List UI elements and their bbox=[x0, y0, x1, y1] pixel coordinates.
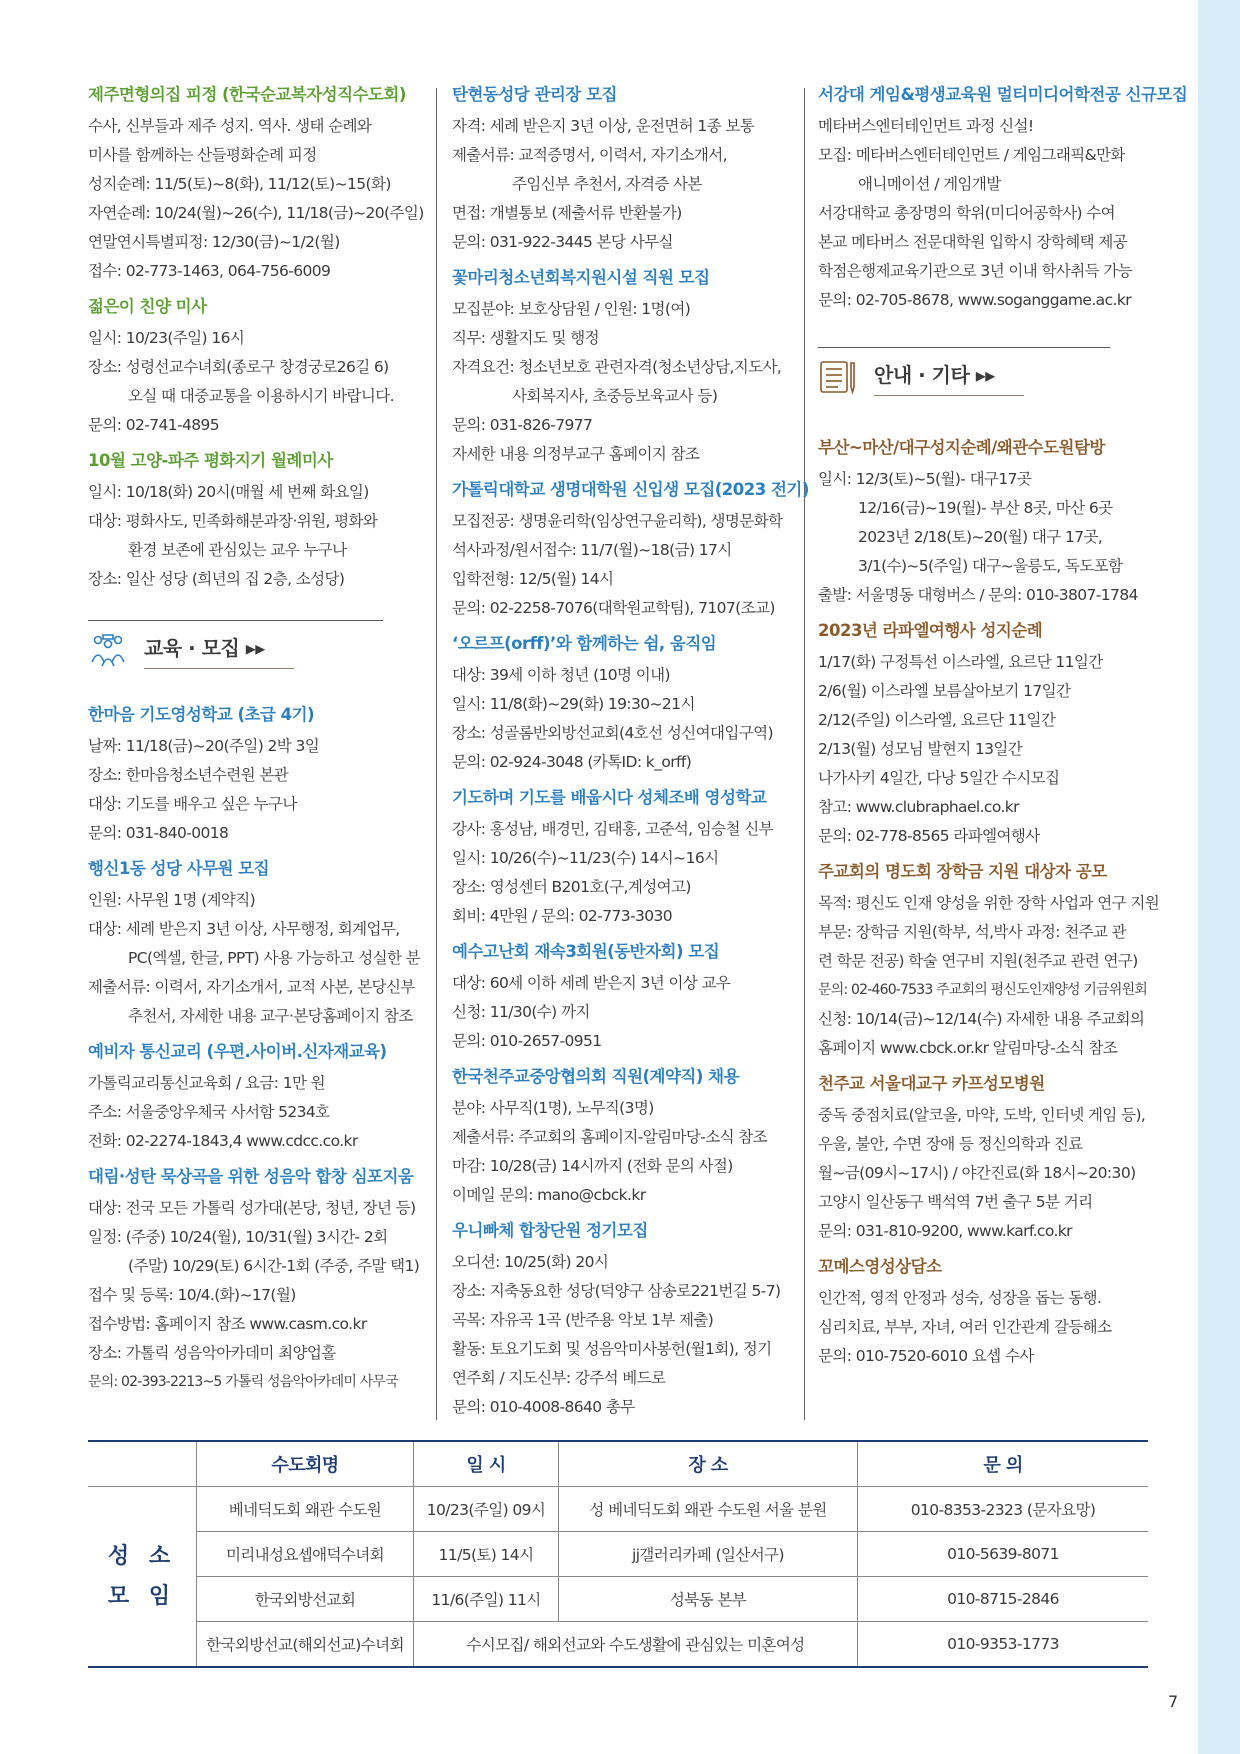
notice-line: 일시: 11/8(화)~29(화) 19:30~21시 bbox=[452, 695, 695, 713]
notice-line: 오디션: 10/25(화) 20시 bbox=[452, 1253, 609, 1271]
notice-title: 가톨릭대학교 생명대학원 신입생 모집(2023 전기) bbox=[452, 480, 809, 499]
notice-item bbox=[452, 1064, 792, 1210]
notice-title: 행신1동 성당 사무원 모집 bbox=[88, 859, 270, 878]
notice-line: 직무: 생활지도 및 행정 bbox=[452, 329, 599, 347]
notice-line: 장소: 지축동요한 성당(덕양구 삼송로221번길 5-7) bbox=[452, 1282, 781, 1300]
notice-line: 인원: 사무원 1명 (계약직) bbox=[88, 891, 256, 909]
notice-line: 학점은행제교육기관으로 3년 이내 학사취득 가능 bbox=[818, 262, 1133, 280]
notice-line: 참고: www.clubraphael.co.kr bbox=[818, 798, 1019, 816]
notice-line: 2/12(주일) 이스라엘, 요르단 11일간 bbox=[818, 711, 1056, 729]
notice-line: 문의: 02-741-4895 bbox=[88, 416, 220, 434]
notice-line: 접수: 02-773-1463, 064-756-6009 bbox=[88, 262, 331, 280]
table-cell: 한국외방선교(해외선교)수녀회 bbox=[197, 1622, 414, 1668]
notice-line: 연말연시특별피정: 12/30(금)~1/2(월) bbox=[88, 233, 340, 251]
side-color-strip bbox=[1198, 0, 1240, 1754]
notice-line: 일시: 10/26(수)~11/23(수) 14시~16시 bbox=[452, 849, 719, 867]
notice-line: 장소: 가톨릭 성음악아카데미 최양업홀 bbox=[88, 1344, 336, 1362]
vocation-meeting-table bbox=[88, 1440, 1148, 1668]
notice-item bbox=[818, 1254, 1163, 1371]
notice-line: 장소: 한마음청소년수련원 본관 bbox=[88, 766, 289, 784]
notice-line: 출발: 서울명동 대형버스 / 문의: 010-3807-1784 bbox=[818, 586, 1138, 604]
notice-title: 탄현동성당 관리장 모집 bbox=[452, 85, 617, 104]
table-cell: 010-5639-8071 bbox=[858, 1532, 1149, 1577]
notice-line: 홈페이지 www.cbck.or.kr 알림마당-소식 참조 bbox=[818, 1039, 1118, 1057]
notice-item bbox=[818, 435, 1163, 610]
column-left bbox=[88, 82, 423, 1405]
table-header-row bbox=[88, 1441, 1148, 1487]
category-top-rule bbox=[818, 347, 1110, 348]
notice-line: 모집분야: 보호상담원 / 인원: 1명(여) bbox=[452, 300, 691, 318]
notice-item bbox=[88, 82, 423, 286]
notice-item bbox=[818, 1071, 1163, 1246]
table-cell: 10/23(주일) 09시 bbox=[414, 1487, 559, 1532]
table-header-cell: 문 의 bbox=[858, 1441, 1149, 1487]
notice-line: 입학전형: 12/5(월) 14시 bbox=[452, 570, 614, 588]
notice-line: 문의: 031-922-3445 본당 사무실 bbox=[452, 233, 673, 251]
table-cell: 한국외방선교회 bbox=[197, 1577, 414, 1622]
notice-line: 전화: 02-2274-1843,4 www.cdcc.co.kr bbox=[88, 1132, 358, 1150]
notice-title: 서강대 게임&평생교육원 멀티미디어학전공 신규모집 bbox=[818, 85, 1188, 104]
notice-title: 꽃마리청소년회복지원시설 직원 모집 bbox=[452, 268, 710, 287]
notice-line: 모집: 메타버스엔터테인먼트 / 게임그래픽&만화 bbox=[818, 146, 1125, 164]
notice-title: ‘오르프(orff)’와 함께하는 쉼, 움직임 bbox=[452, 634, 717, 653]
notice-line: 회비: 4만원 / 문의: 02-773-3030 bbox=[452, 907, 673, 925]
notice-line: 환경 보존에 관심있는 교우 누구나 bbox=[128, 541, 347, 559]
notice-item bbox=[452, 265, 792, 469]
notice-line: 일시: 10/18(화) 20시(매월 세 번째 화요일) bbox=[88, 483, 369, 501]
notice-line: 2/6(월) 이스라엘 보름살아보기 17일간 bbox=[818, 682, 1071, 700]
notice-line: 대상: 세례 받은지 3년 이상, 사무행정, 회계업무, bbox=[88, 920, 400, 938]
notice-line: 고양시 일산동구 백석역 7번 출구 5분 거리 bbox=[818, 1193, 1093, 1211]
table-cell: 성북동 본부 bbox=[559, 1577, 858, 1622]
table-cell: 11/6(주일) 11시 bbox=[414, 1577, 559, 1622]
table-cell: 미리내성요셉애덕수녀회 bbox=[197, 1532, 414, 1577]
notice-line: 련 학문 전공) 학술 연구비 지원(천주교 관련 연구) bbox=[818, 952, 1138, 970]
notice-line: 수사, 신부들과 제주 성지. 역사. 생태 순례와 bbox=[88, 117, 372, 135]
notice-line: 제출서류: 주교회의 홈페이지-알림마당-소식 참조 bbox=[452, 1128, 768, 1146]
notice-title: 우니빠체 합창단원 정기모집 bbox=[452, 1221, 648, 1240]
notice-line: 문의: 02-2258-7076(대학원교학팀), 7107(조교) bbox=[452, 599, 775, 617]
table-cell: 베네딕도회 왜관 수도원 bbox=[197, 1487, 414, 1532]
notice-line: 12/16(금)~19(월)- 부산 8곳, 마산 6곳 bbox=[858, 499, 1113, 517]
column-right bbox=[818, 82, 1188, 1379]
table-header-cell: 수도회명 bbox=[197, 1441, 414, 1487]
notice-line: 목적: 평신도 인재 양성을 위한 장학 사업과 연구 지원 bbox=[818, 894, 1160, 912]
notice-line: 자세한 내용 의정부교구 홈페이지 참조 bbox=[452, 445, 700, 463]
notice-item bbox=[452, 82, 792, 257]
notice-line: 장소: 성령선교수녀회(종로구 창경궁로26길 6) bbox=[88, 358, 389, 376]
notice-line: 신청: 11/30(수) 까지 bbox=[452, 1003, 590, 1021]
notice-line: 문의: 02-778-8565 라파엘여행사 bbox=[818, 827, 1040, 845]
notice-line: 주소: 서울중앙우체국 사서함 5234호 bbox=[88, 1103, 330, 1121]
notice-line: 중독 중점치료(알코올, 마약, 도박, 인터넷 게임 등), bbox=[818, 1106, 1146, 1124]
notice-line: 2/13(월) 성모님 발현지 13일간 bbox=[818, 740, 1023, 758]
people-group-icon bbox=[88, 632, 128, 668]
notice-line: 대상: 기도를 배우고 싶은 누구나 bbox=[88, 795, 297, 813]
column-divider bbox=[436, 88, 437, 1420]
notice-item bbox=[818, 82, 1188, 315]
category-header bbox=[818, 347, 1163, 407]
notice-title: 2023년 라파엘여행사 성지순례 bbox=[818, 621, 1043, 640]
notice-line: 2023년 2/18(토)~20(월) 대구 17곳, bbox=[858, 528, 1103, 546]
notice-line: 문의: 010-7520-6010 요셉 수사 bbox=[818, 1347, 1034, 1365]
notice-line: 오실 때 대중교통을 이용하시기 바랍니다. bbox=[128, 387, 394, 405]
notice-line: 부문: 장학금 지원(학부, 석,박사 과정: 천주교 관 bbox=[818, 923, 1127, 941]
notice-line: 일정: (주중) 10/24(월), 10/31(월) 3시간- 2회 bbox=[88, 1228, 388, 1246]
page-number: 7 bbox=[1168, 1692, 1179, 1711]
category-top-rule bbox=[88, 620, 383, 621]
notice-item bbox=[88, 1039, 423, 1156]
notice-line: 장소: 일산 성당 (희년의 집 2층, 소성당) bbox=[88, 570, 345, 588]
notice-line: 나가사키 4일간, 다낭 5일간 수시모집 bbox=[818, 769, 1060, 787]
notice-line: 날짜: 11/18(금)~20(주일) 2박 3일 bbox=[88, 737, 320, 755]
table-cell: 010-8715-2846 bbox=[858, 1577, 1149, 1622]
notice-title: 기도하며 기도를 배웁시다 성체조배 영성학교 bbox=[452, 788, 767, 807]
notice-title: 제주면형의집 피정 (한국순교복자성직수도회) bbox=[88, 85, 406, 104]
category-underline bbox=[874, 395, 1024, 396]
notice-title: 꼬메스영성상담소 bbox=[818, 1257, 942, 1276]
notice-title: 젊은이 친양 미사 bbox=[88, 297, 207, 316]
table-cell: 성 베네딕도회 왜관 수도원 서울 분원 bbox=[559, 1487, 858, 1532]
notice-line: 문의: 010-2657-0951 bbox=[452, 1032, 602, 1050]
notice-item bbox=[88, 702, 423, 848]
notice-line: 일시: 10/23(주일) 16시 bbox=[88, 329, 245, 347]
table-header-cell: 일 시 bbox=[414, 1441, 559, 1487]
notebook-pen-icon bbox=[818, 359, 858, 395]
notice-line: 추천서, 자세한 내용 교구·본당홈페이지 참조 bbox=[128, 1007, 413, 1025]
notice-title: 예비자 통신교리 (우편.사이버.신자재교육) bbox=[88, 1042, 387, 1061]
notice-line: 자격요건: 청소년보호 관련자격(청소년상담,지도사, bbox=[452, 358, 782, 376]
notice-line: 문의: 02-705-8678, www.soganggame.ac.kr bbox=[818, 291, 1131, 309]
notice-line: 강사: 홍성남, 배경민, 김태홍, 고준석, 임승철 신부 bbox=[452, 820, 773, 838]
notice-line: 문의: 02-924-3048 (카톡ID: k_orff) bbox=[452, 753, 692, 771]
notice-title: 대림·성탄 묵상곡을 위한 성음악 합창 심포지움 bbox=[88, 1167, 414, 1186]
notice-line: 활동: 토요기도회 및 성음악미사봉헌(월1회), 정기 bbox=[452, 1340, 772, 1358]
notice-line: 우울, 불안, 수면 장애 등 정신의학과 진료 bbox=[818, 1135, 1083, 1153]
notice-line: 장소: 영성센터 B201호(구,계성여고) bbox=[452, 878, 691, 896]
notice-line: 접수 및 등록: 10/4.(화)~17(월) bbox=[88, 1286, 296, 1304]
table-cell: 010-8353-2323 (문자요망) bbox=[858, 1487, 1149, 1532]
notice-line: 문의: 031-840-0018 bbox=[88, 824, 229, 842]
notice-line: 사회복지사, 초중등보육교사 등) bbox=[512, 387, 718, 405]
notice-title: 한마음 기도영성학교 (초급 4기) bbox=[88, 705, 315, 724]
notice-line: 제출서류: 이력서, 자기소개서, 교적 사본, 본당신부 bbox=[88, 978, 415, 996]
notice-line: 성지순례: 11/5(토)~8(화), 11/12(토)~15(화) bbox=[88, 175, 391, 193]
notice-title: 부산~마산/대구성지순례/왜관수도원탐방 bbox=[818, 438, 1105, 457]
notice-line: 인간적, 영적 안정과 성숙, 성장을 돕는 동행. bbox=[818, 1289, 1102, 1307]
notice-line: 문의: 010-4008-8640 총무 bbox=[452, 1398, 635, 1416]
table-cell: 010-9353-1773 bbox=[858, 1622, 1149, 1668]
notice-title: 한국천주교중앙협의회 직원(계약직) 채용 bbox=[452, 1067, 740, 1086]
notice-line: PC(엑셀, 한글, PPT) 사용 가능하고 성실한 분 bbox=[128, 949, 421, 967]
notice-line: 마감: 10/28(금) 14시까지 (전화 문의 사절) bbox=[452, 1157, 733, 1175]
notice-title: 천주교 서울대교구 카프성모병원 bbox=[818, 1074, 1045, 1093]
notice-line: 자격: 세례 받은지 3년 이상, 운전면허 1종 보통 bbox=[452, 117, 755, 135]
notice-item bbox=[88, 1164, 423, 1397]
notice-line: 대상: 39세 이하 청년 (10명 이내) bbox=[452, 666, 670, 684]
notice-item bbox=[818, 618, 1163, 851]
notice-line: 면접: 개별통보 (제출서류 반환불가) bbox=[452, 204, 682, 222]
table-cell: 수시모집/ 해외선교와 수도생활에 관심있는 미혼여성 bbox=[414, 1622, 858, 1668]
notice-line: 월~금(09시~17시) / 야간진료(화 18시~20:30) bbox=[818, 1164, 1136, 1182]
category-header bbox=[88, 620, 423, 676]
notice-item bbox=[452, 785, 792, 931]
row-header-line: 모 임 bbox=[107, 1583, 177, 1609]
notice-line: 문의: 02-460-7533 주교회의 평신도인재양성 기금위원회 bbox=[818, 982, 1148, 998]
table-header-cell: 장 소 bbox=[559, 1441, 858, 1487]
notice-item bbox=[452, 1218, 792, 1422]
notice-line: 일시: 12/3(토)~5(월)- 대구17곳 bbox=[818, 470, 1032, 488]
notice-line: 대상: 60세 이하 세례 받은지 3년 이상 교우 bbox=[452, 974, 731, 992]
notice-line: 문의: 031-826-7977 bbox=[452, 416, 593, 434]
notice-line: 3/1(수)~5(주일) 대구~울릉도, 독도포함 bbox=[858, 557, 1123, 575]
table-row bbox=[88, 1622, 1148, 1668]
notice-item bbox=[88, 856, 423, 1031]
notice-title: 10월 고양-파주 평화지기 월례미사 bbox=[88, 451, 333, 470]
notice-line: 모집전공: 생명윤리학(임상연구윤리학), 생명문화학 bbox=[452, 512, 783, 530]
notice-line: 메타버스엔터테인먼트 과정 신설! bbox=[818, 117, 1034, 135]
table-corner-cell bbox=[88, 1441, 197, 1487]
notice-line: 대상: 전국 모든 가톨릭 성가대(본당, 청년, 장년 등) bbox=[88, 1199, 416, 1217]
notice-line: 곡목: 자유곡 1곡 (반주용 악보 1부 제출) bbox=[452, 1311, 714, 1329]
notice-item bbox=[452, 477, 809, 623]
notice-line: 석사과정/원서접수: 11/7(월)~18(금) 17시 bbox=[452, 541, 732, 559]
notice-item bbox=[452, 631, 792, 777]
notice-line: 심리치료, 부부, 자녀, 여러 인간관계 갈등해소 bbox=[818, 1318, 1112, 1336]
notice-line: 1/17(화) 구정특선 이스라엘, 요르단 11일간 bbox=[818, 653, 1103, 671]
notice-line: 접수방법: 홈페이지 참조 www.casm.co.kr bbox=[88, 1315, 367, 1333]
category-label: 교육 · 모집 ▸▸ bbox=[144, 636, 265, 660]
table-cell: 11/5(토) 14시 bbox=[414, 1532, 559, 1577]
notice-line: 연주회 / 지도신부: 강주석 베드로 bbox=[452, 1369, 666, 1387]
notice-item bbox=[452, 939, 792, 1056]
notice-title: 예수고난회 재속3회원(동반자회) 모집 bbox=[452, 942, 720, 961]
notice-line: 애니메이션 / 게임개발 bbox=[858, 175, 1001, 193]
notice-item bbox=[88, 294, 423, 440]
notice-line: 신청: 10/14(금)~12/14(수) 자세한 내용 주교회의 bbox=[818, 1010, 1145, 1028]
notice-line: 분야: 사무직(1명), 노무직(3명) bbox=[452, 1099, 654, 1117]
notice-line: 주임신부 추천서, 자격증 사본 bbox=[512, 175, 702, 193]
column-divider bbox=[804, 88, 805, 1420]
notice-line: (주말) 10/29(토) 6시간-1회 (주중, 주말 택1) bbox=[128, 1257, 420, 1275]
row-header-line: 성 소 bbox=[107, 1543, 177, 1569]
table-row bbox=[88, 1532, 1148, 1577]
column-middle bbox=[452, 82, 809, 1430]
notice-line: 서강대학교 총장명의 학위(미디어공학사) 수여 bbox=[818, 204, 1115, 222]
table-row bbox=[88, 1577, 1148, 1622]
category-underline bbox=[144, 668, 294, 669]
notice-line: 대상: 평화사도, 민족화해분과장·위원, 평화와 bbox=[88, 512, 378, 530]
notice-item bbox=[88, 448, 423, 594]
notice-line: 가톨릭교리통신교육회 / 요금: 1만 원 bbox=[88, 1074, 326, 1092]
notice-line: 미사를 함께하는 산들평화순례 피정 bbox=[88, 146, 317, 164]
table-cell: jj갤러리카페 (일산서구) bbox=[559, 1532, 858, 1577]
notice-line: 제출서류: 교적증명서, 이력서, 자기소개서, bbox=[452, 146, 727, 164]
category-label: 안내 · 기타 ▸▸ bbox=[874, 363, 995, 387]
notice-line: 문의: 02-393-2213~5 가톨릭 성음악아카데미 사무국 bbox=[88, 1374, 398, 1390]
notice-line: 장소: 성골롬반외방선교회(4호선 성신여대입구역) bbox=[452, 724, 773, 742]
notice-line: 본교 메타버스 전문대학원 입학시 장학혜택 제공 bbox=[818, 233, 1128, 251]
notice-title: 주교회의 명도회 장학금 지원 대상자 공모 bbox=[818, 862, 1107, 881]
notice-item bbox=[818, 859, 1163, 1063]
table-row bbox=[88, 1487, 1148, 1532]
notice-line: 문의: 031-810-9200, www.karf.co.kr bbox=[818, 1222, 1072, 1240]
table-row-header bbox=[88, 1487, 197, 1668]
notice-line: 자연순례: 10/24(월)~26(수), 11/18(금)~20(주일) bbox=[88, 204, 424, 222]
notice-line: 이메일 문의: mano@cbck.kr bbox=[452, 1186, 646, 1204]
